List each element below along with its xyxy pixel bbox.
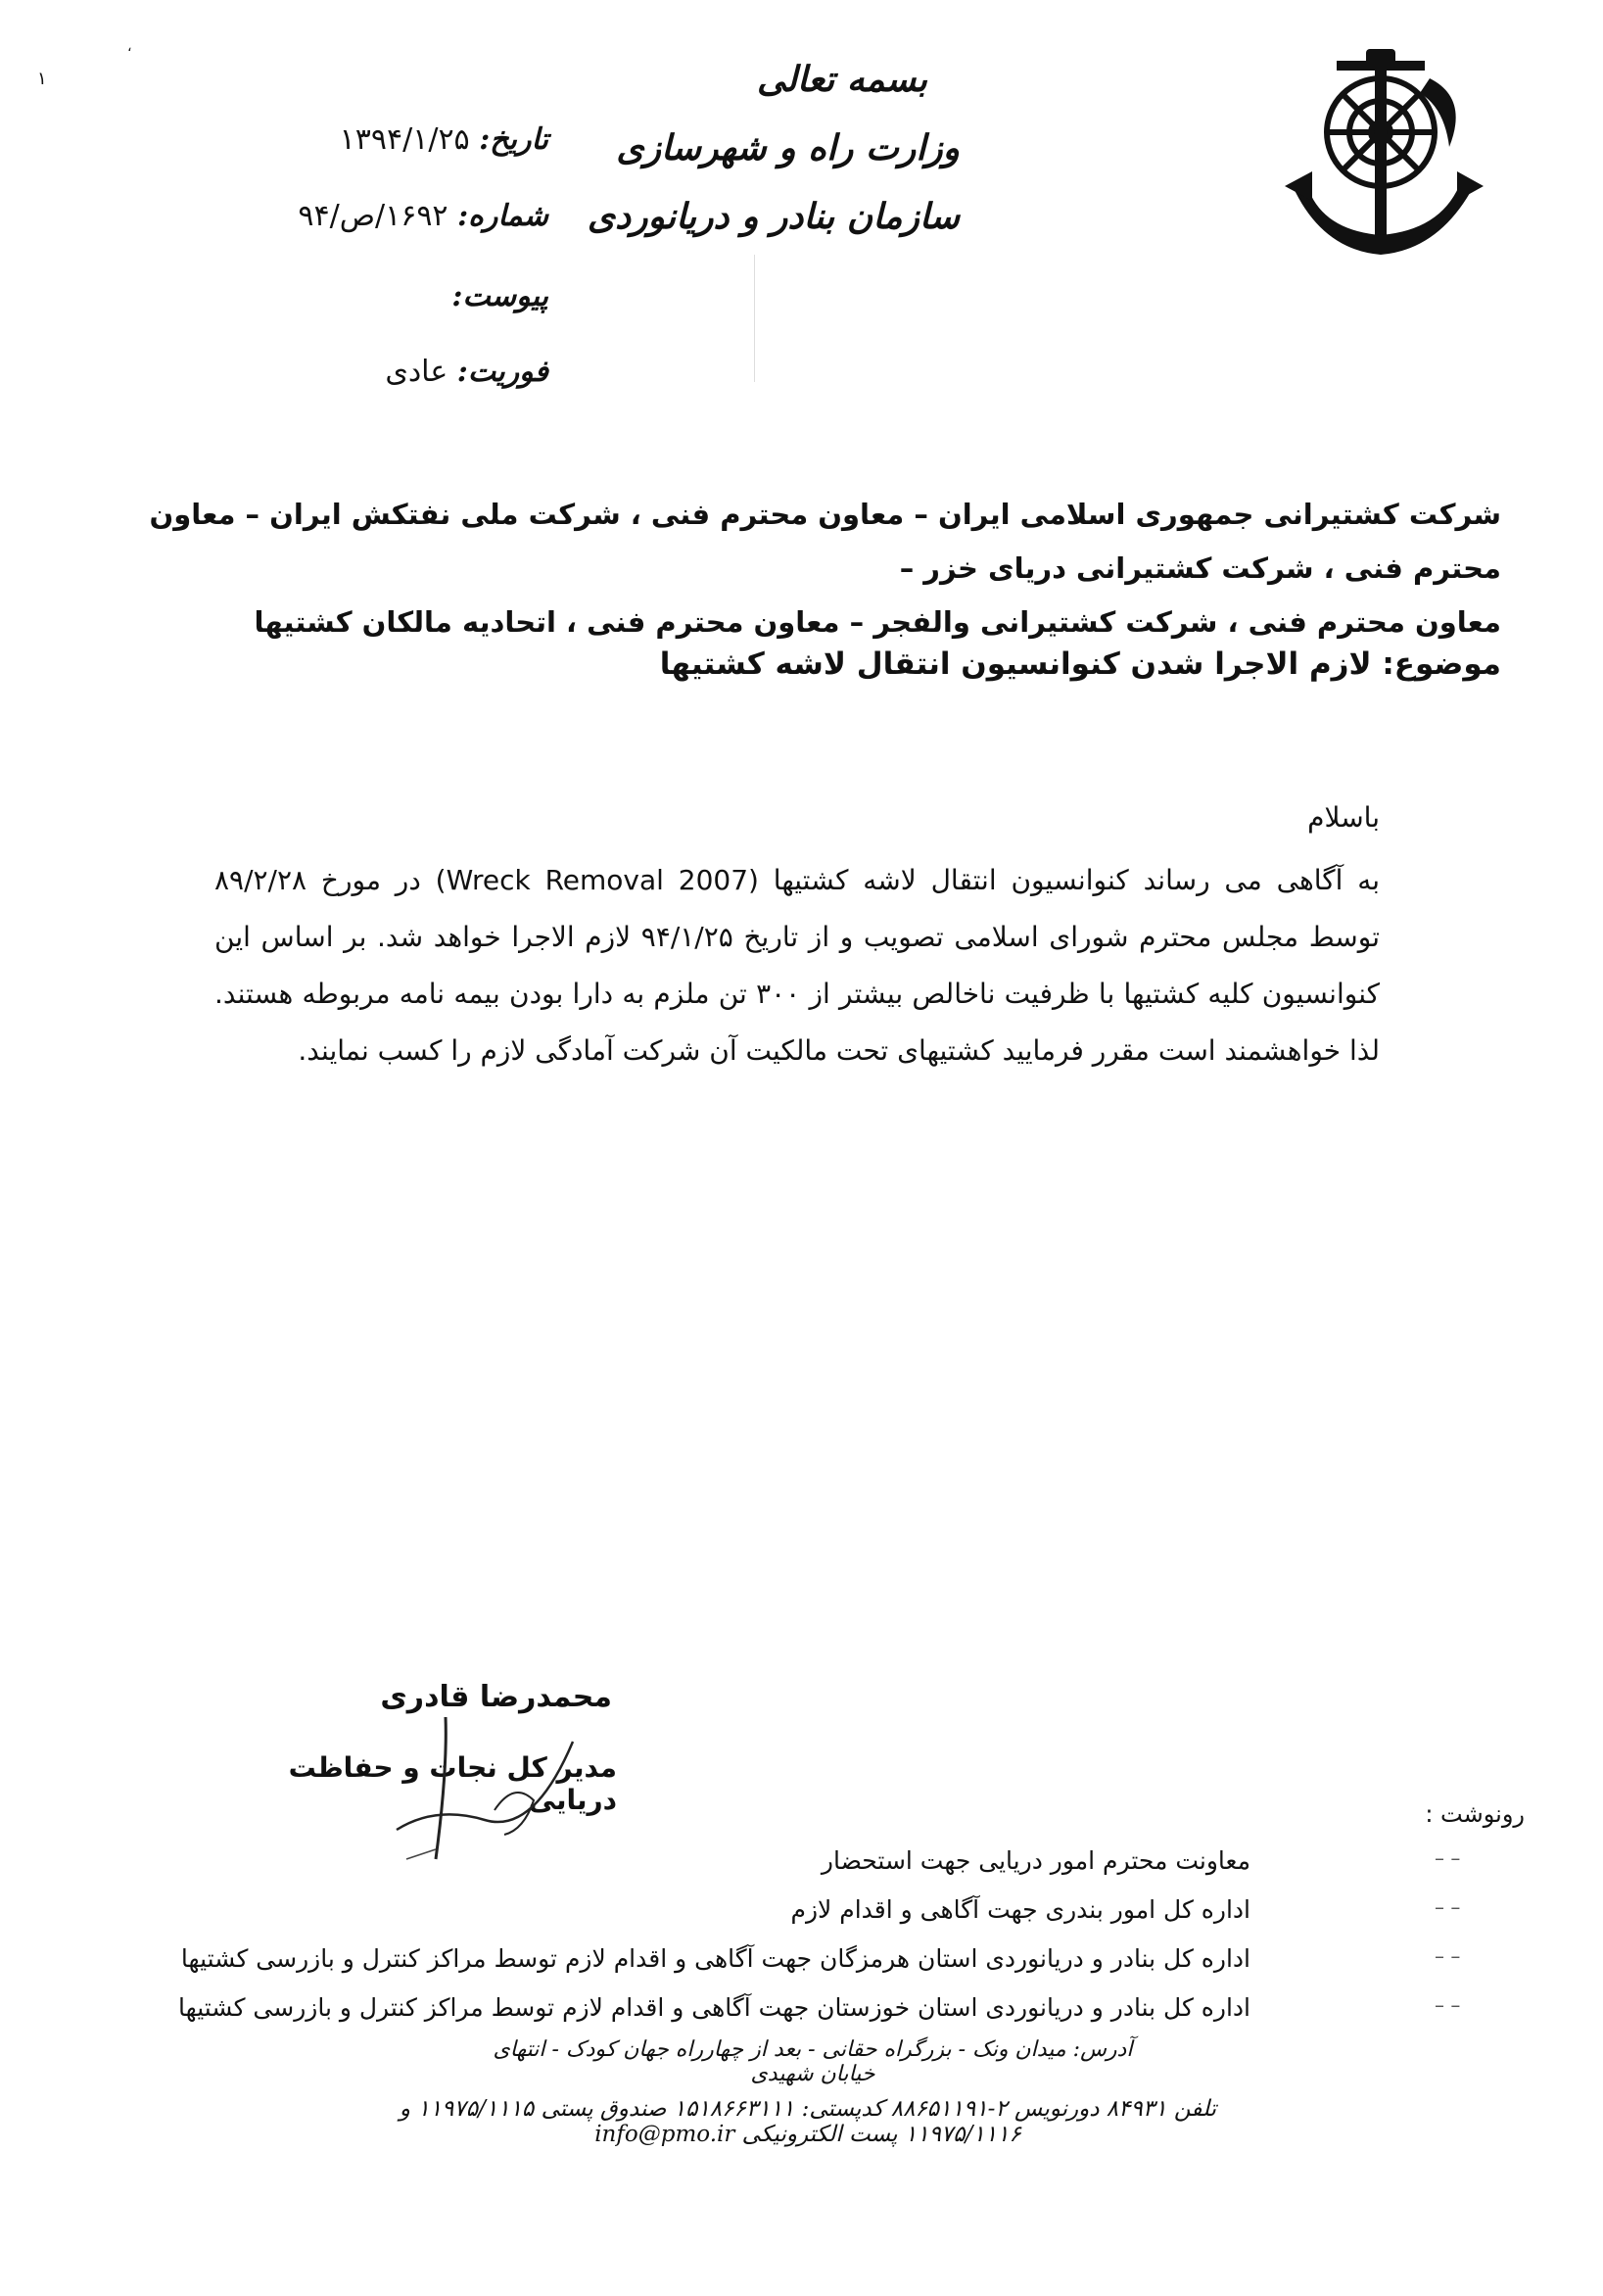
signatory-name: محمدرضا قادری xyxy=(380,1680,612,1714)
cc-dash: – – xyxy=(1435,1944,1461,1968)
footer-address: آدرس: میدان ونک - بزرگراه حقانی - بعد از چهارراه جهان کودک - انتهای خیابان شهیدی xyxy=(493,2037,1133,2086)
signatory-title: مدیر کل نجات و حفاظت دریایی xyxy=(288,1751,617,1816)
date-row xyxy=(340,122,548,157)
number-row xyxy=(298,199,548,233)
footer-contact-details: تلفن ۸۴۹۳۱ دورنویس ۲-۸۸۶۵۱۱۹۱ کدپستی: ۱۵۱۸۶۶۳۱۱۱ صندوق پستی ۱۱۹۷۵/۱۱۱۵ و ۱۱۹۷۵/۱۱۱۶ پست الکترونیکی xyxy=(399,2096,1217,2147)
ministry-name: وزارت راه و شهرسازی xyxy=(616,127,960,168)
recipients xyxy=(91,488,1501,649)
body-paragraph: به آگاهی می رساند کنوانسیون انتقال لاشه کشتیها (Wreck Removal 2007) در مورخ ۸۹/۲/۲۸ توسط مجلس محترم شورای اسلامی تصویب و از تاریخ ۹۴/۱/۲۵ لازم الاجرا خواهد شد. بر اساس این کنوانسیون کلیه کشتیها با ظرفیت ناخالص بیشتر از ۳۰۰ تن ملزم به دارا بودن بیمه نامه مربوطه هستند. لذا خواهشمند است مقرر فرمایید کشتیهای تحت مالکیت آن شرکت آمادگی لازم را کسب نمایند. xyxy=(214,864,1381,1067)
footer-email: info@pmo.ir xyxy=(594,2122,735,2147)
date-label: تاریخ: xyxy=(479,122,548,157)
recipients-line-2: معاون محترم فنی ، شرکت کشتیرانی والفجر – معاون محترم فنی ، اتحادیه مالکان کشتیها xyxy=(254,605,1501,639)
priority-row xyxy=(385,355,548,389)
cc-item: اداره کل بنادر و دریانوردی استان خوزستان جهت آگاهی و اقدام لازم توسط مراکز کنترل و بازرسی کشتیها xyxy=(178,1993,1250,2022)
handwritten-signature xyxy=(377,1712,592,1869)
scan-fold-line xyxy=(754,255,755,382)
priority-label: فوریت: xyxy=(456,355,548,389)
cc-item: اداره کل امور بندری جهت آگاهی و اقدام لازم xyxy=(790,1895,1250,1924)
subject xyxy=(111,646,1501,682)
attachment-row xyxy=(451,279,548,313)
letterhead xyxy=(587,59,960,264)
footer-contact xyxy=(357,2096,1258,2147)
number-value: ۱۶۹۲/ص/۹۴ xyxy=(298,199,448,233)
organization-name: سازمان بنادر و دریانوردی xyxy=(587,196,960,237)
cc-dash: – – xyxy=(1435,1895,1461,1919)
margin-mark-small: ، xyxy=(127,39,132,55)
invocation: بسمه تعالی xyxy=(756,59,928,100)
attachment-label: پیوست: xyxy=(451,279,548,313)
cc-dash: – – xyxy=(1435,1846,1461,1870)
ports-organization-emblem-icon xyxy=(1283,39,1488,260)
cc-dash: – – xyxy=(1435,1993,1461,2017)
cc-label: رونوشت : xyxy=(1425,1800,1525,1828)
recipients-line-1: شرکت کشتیرانی جمهوری اسلامی ایران – معاون محترم فنی ، شرکت ملی نفتکش ایران – معاون محترم فنی ، شرکت کشتیرانی دریای خزر – xyxy=(149,498,1501,585)
subject-text: لازم الاجرا شدن کنوانسیون انتقال لاشه کشتیها xyxy=(659,646,1372,682)
date-value: ۱۳۹۴/۱/۲۵ xyxy=(339,122,470,157)
subject-label: موضوع: xyxy=(1382,646,1501,682)
margin-mark: ١ xyxy=(37,69,47,89)
cc-item: اداره کل بنادر و دریانوردی استان هرمزگان جهت آگاهی و اقدام لازم توسط مراکز کنترل و بازرسی کشتیها xyxy=(180,1944,1250,1973)
number-label: شماره: xyxy=(457,199,548,233)
priority-value: عادی xyxy=(385,355,448,389)
salutation: باسلام xyxy=(1307,801,1380,834)
cc-item: معاونت محترم امور دریایی جهت استحضار xyxy=(821,1846,1250,1875)
